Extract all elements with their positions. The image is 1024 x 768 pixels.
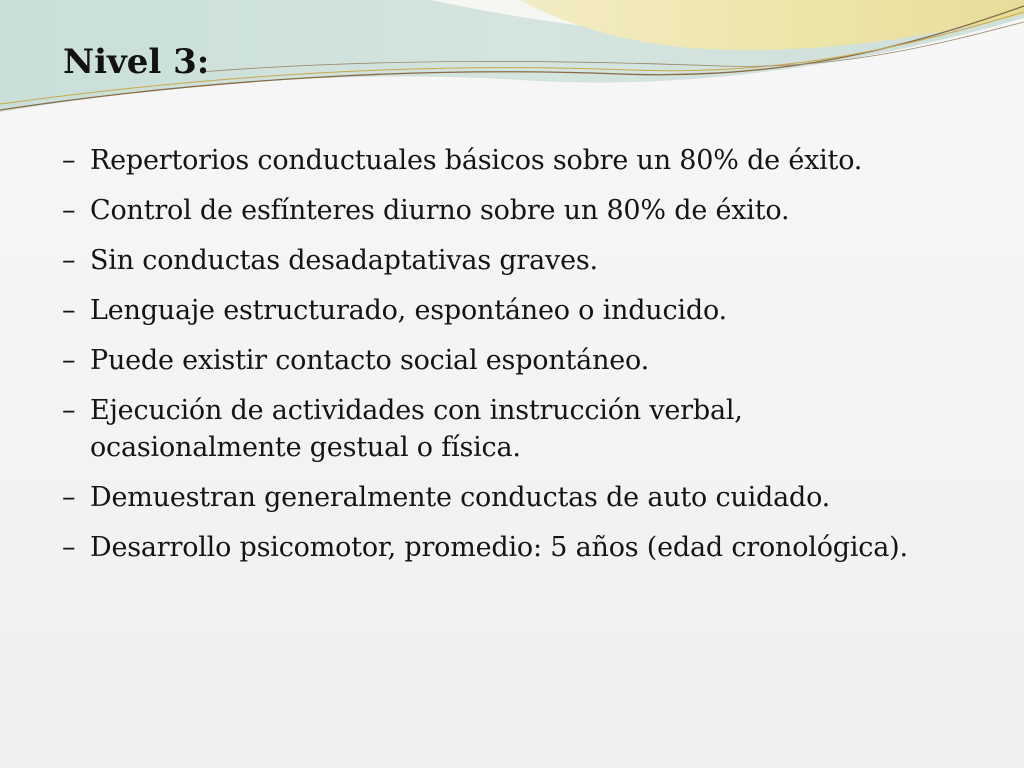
bullet-text: Ejecución de actividades con instrucción verbal, ocasionalmente gestual o física.: [90, 395, 743, 463]
bullet-item: [62, 242, 962, 279]
bullet-text: Repertorios conductuales básicos sobre un 80% de éxito.: [90, 145, 863, 176]
bullet-dash: –: [62, 195, 76, 226]
bullet-text: Desarrollo psicomotor, promedio: 5 años (edad cronológica).: [90, 532, 908, 563]
bullet-text: Lenguaje estructurado, espontáneo o inducido.: [90, 295, 727, 326]
bullet-text: Control de esfínteres diurno sobre un 80% de éxito.: [90, 195, 790, 226]
bullet-item: [62, 192, 962, 229]
bullet-dash: –: [62, 395, 76, 426]
bullet-list: [62, 142, 962, 579]
bullet-dash: –: [62, 345, 76, 376]
bullet-dash: –: [62, 295, 76, 326]
bullet-item: [62, 529, 962, 566]
bullet-dash: –: [62, 482, 76, 513]
bullet-dash: –: [62, 532, 76, 563]
bullet-text: Puede existir contacto social espontáneo.: [90, 345, 649, 376]
bullet-item: [62, 142, 962, 179]
bullet-dash: –: [62, 145, 76, 176]
bullet-item: [62, 292, 962, 329]
slide-title: Nivel 3:: [63, 42, 210, 82]
bullet-item: [62, 342, 962, 379]
bullet-dash: –: [62, 245, 76, 276]
bullet-item: [62, 392, 962, 466]
bullet-text: Sin conductas desadaptativas graves.: [90, 245, 598, 276]
bullet-text: Demuestran generalmente conductas de auto cuidado.: [90, 482, 831, 513]
bullet-item: [62, 479, 962, 516]
